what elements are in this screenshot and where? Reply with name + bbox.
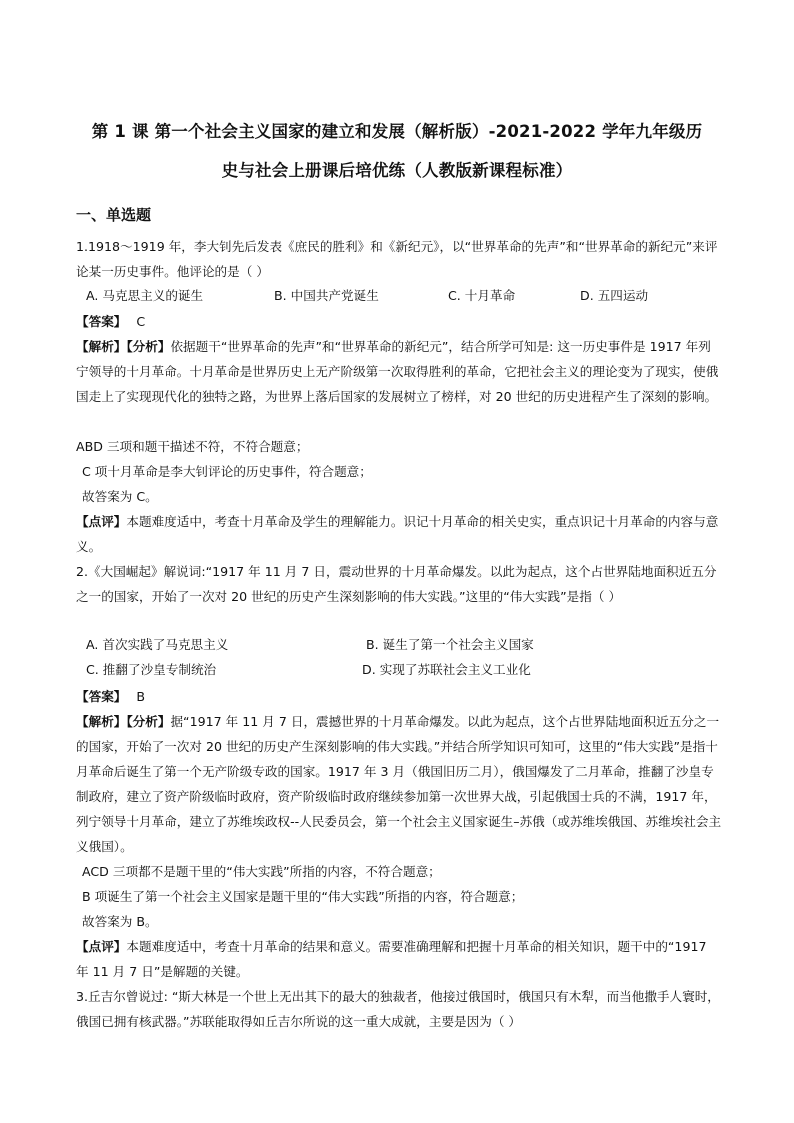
question-2-comment xyxy=(76,934,722,984)
q2-option-d: D. 实现了苏联社会主义工业化 xyxy=(362,662,531,677)
q2-note-2: B 项诞生了第一个社会主义国家是题干里的“伟大实践”所指的内容，符合题意； xyxy=(82,889,524,904)
question-2-answer xyxy=(76,684,722,709)
q1-answer-value: C xyxy=(136,314,146,329)
q1-option-d: D. 五四运动 xyxy=(580,288,649,303)
q1-option-a: A. 马克思主义的诞生 xyxy=(86,288,204,303)
analysis-label: 【解析】【分析】 xyxy=(76,339,171,354)
q1-comment-text: 本题难度适中，考查十月革命及学生的理解能力。识记十月革命的相关史实，重点识记十月革命的内容与意义。 xyxy=(76,514,719,554)
q2-option-c: C. 推翻了沙皇专制统治 xyxy=(86,662,217,677)
q2-comment-text: 本题难度适中，考查十月革命的结果和意义。需要准确理解和把握十月革命的相关知识，题干中的“1917 年 11 月 7 日”是解题的关键。 xyxy=(76,939,707,979)
question-2-analysis xyxy=(76,709,722,859)
q1-note-3: 故答案为 C。 xyxy=(82,489,158,504)
q2-answer-value: B xyxy=(136,689,146,704)
question-1-analysis xyxy=(76,334,722,409)
comment-label: 【点评】 xyxy=(76,514,127,529)
question-1-stem: 1.1918～1919 年，李大钊先后发表《庶民的胜利》和《新纪元》，以“世界革命的先声”和“世界革命的新纪元”来评论某一历史事件。他评论的是（ ） xyxy=(76,239,718,279)
document-title-line-2: 史与社会上册课后培优练（人教版新课程标准） xyxy=(221,161,573,180)
q1-analysis-text: 依据题干“世界革命的先声”和“世界革命的新纪元”，结合所学可知是: 这一历史事件是 1917 年列宁领导的十月革命。十月革命是世界历史上无产阶级第一次取得胜利的革命，它把社会主义的理论变为了现实，使俄国走上了实现现代化的独特之路，为世界上落后国家的发展树立了榜样，对 20 世纪的历史进程产生了深刻的影响。 xyxy=(76,339,719,404)
question-2-stem: 2.《大国崛起》解说词:“1917 年 11 月 7 日，震动世界的十月革命爆发。以此为起点，这个占世界陆地面积近五分之一的国家，开始了一次对 20 世纪的历史产生深刻影响的伟大实践。”这里的“伟大实践”是指（ ） xyxy=(76,564,717,604)
answer-label: 【答案】 xyxy=(76,314,127,329)
analysis-label: 【解析】【分析】 xyxy=(76,714,171,729)
comment-label: 【点评】 xyxy=(76,939,127,954)
q1-option-b: B. 中国共产党诞生 xyxy=(274,288,379,303)
q2-analysis-text: 据“1917 年 11 月 7 日，震撼世界的十月革命爆发。以此为起点，这个占世界陆地面积近五分之一的国家，开始了一次对 20 世纪的历史产生深刻影响的伟大实践。”并结合所学知识可知可，这里的“伟大实践”是指十月革命后诞生了第一个无产阶级专政的国家。1917 年 3 月（俄国旧历二月），俄国爆发了二月革命，推翻了沙皇专制政府，建立了资产阶级临时政府，资产阶级临时政府继续参加第一次世界大战，引起俄国士兵的不满，1917 年，列宁领导十月革命，建立了苏维埃政权--人民委员会，第一个社会主义国家诞生–苏俄（或苏维埃俄国、苏维埃社会主义俄国）。 xyxy=(76,714,722,854)
section-heading: 一、单选题 xyxy=(76,206,152,224)
question-1-options xyxy=(86,284,722,308)
document-title-line-1: 第 1 课 第一个社会主义国家的建立和发展（解析版）-2021-2022 学年九年级历 xyxy=(91,122,703,141)
question-1-comment xyxy=(76,509,722,559)
q2-option-b: B. 诞生了第一个社会主义国家 xyxy=(366,637,534,652)
q1-note-2: C 项十月革命是李大钊评论的历史事件，符合题意； xyxy=(82,464,372,479)
q2-note-1: ACD 三项都不是题干里的“伟大实践”所指的内容，不符合题意； xyxy=(82,864,441,879)
q1-option-c: C. 十月革命 xyxy=(448,288,516,303)
question-2-options-row-2 xyxy=(86,658,722,682)
q2-note-3: 故答案为 B。 xyxy=(82,914,158,929)
q1-note-1: ABD 三项和题干描述不符，不符合题意； xyxy=(76,439,309,454)
q2-option-a: A. 首次实践了马克思主义 xyxy=(86,637,229,652)
answer-label: 【答案】 xyxy=(76,689,127,704)
question-2-options-row-1 xyxy=(86,633,722,657)
question-3-stem: 3.丘吉尔曾说过: “斯大林是一个世上无出其下的最大的独裁者，他接过俄国时，俄国只有木犁，而当他撒手人寰时，俄国已拥有核武器。”苏联能取得如丘吉尔所说的这一重大成就，主要是因为（ ） xyxy=(76,989,720,1029)
question-1-answer xyxy=(76,309,722,334)
